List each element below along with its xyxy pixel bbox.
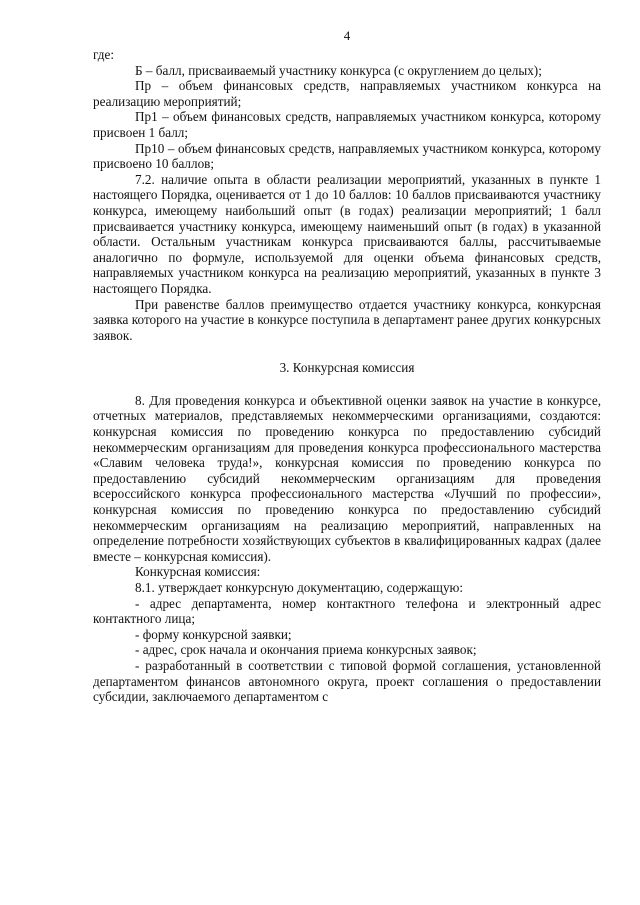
paragraph-commission: Конкурсная комиссия: xyxy=(135,564,261,580)
document-body xyxy=(93,47,601,705)
paragraph-b-definition: Б – балл, присваиваемый участнику конкурса (с округлением до целых); xyxy=(135,62,542,78)
paragraph-where: где: xyxy=(93,47,114,62)
paragraph-7-2: 7.2. наличие опыта в области реализации мероприятий, указанных в пункте 1 настоящего Порядка, оценивается от 1 до 10 баллов: 10 баллов присваиваются участнику конкурса, имеющему наибольший опыт (в годах) реализации мероприятий; 1 балл присваивается участнику конкурса, имеющему наименьший опыт (в годах) в указанной области. Остальным участникам конкурса присваиваются баллы, рассчитываемые аналогично по формуле, используемой для оценки объема финансовых средств, направляемых участником конкурса на реализацию мероприятий, указанных в пункте 3 настоящего Порядка. xyxy=(93,171,601,296)
list-item-agreement-draft: - разработанный в соответствии с типовой формой соглашения, установленной департаментом финансов автономного округа, проект соглашения о предоставлении субсидии, заключаемого департаментом с xyxy=(93,657,601,705)
paragraph-pr1-definition: Пр1 – объем финансовых средств, направляемых участником конкурса, которому присвоен 1 балл; xyxy=(93,109,601,140)
section-heading: 3. Конкурсная комиссия xyxy=(279,360,415,376)
paragraph-8-1: 8.1. утверждает конкурсную документацию, содержащую: xyxy=(135,580,464,595)
document-page xyxy=(93,0,601,905)
paragraph-8: 8. Для проведения конкурса и объективной оценки заявок на участие в конкурсе, отчетных материалов, представляемых некоммерческими организациями, создаются: конкурсная комиссия по проведению конкурса по предоставлению субсидий некоммерческим организациям для проведения конкурса профессионального мастерства «Славим человека труда!», конкурсная комиссия по проведению конкурса по предоставлению субсидий некоммерческим организациям для проведения всероссийского конкурса профессионального мастерства «Лучший по профессии», конкурсная комиссия по проведению конкурса по предоставлению субсидий некоммерческим организациям на реализацию мероприятий, направленных на определение потребности хозяйствующих субъектов в квалифицированных кадрах (далее вместе – конкурсная комиссия). xyxy=(93,392,601,564)
paragraph-pr-definition: Пр – объем финансовых средств, направляемых участником конкурса на реализацию мероприятий; xyxy=(93,78,601,109)
paragraph-equal-scores: При равенстве баллов преимущество отдается участнику конкурса, конкурсная заявка которого на участие в конкурсе поступила в департамент ранее других конкурсных заявок. xyxy=(93,296,601,343)
list-item-application-form: - форму конкурсной заявки; xyxy=(135,626,292,642)
list-item-deadlines: - адрес, срок начала и окончания приема конкурсных заявок; xyxy=(135,642,477,658)
page-number: 4 xyxy=(343,28,351,43)
paragraph-pr10-definition: Пр10 – объем финансовых средств, направляемых участником конкурса, которому присвоено 10 баллов; xyxy=(93,140,601,172)
list-item-address-contact: - адрес департамента, номер контактного телефона и электронный адрес контактного лица; xyxy=(93,595,601,627)
